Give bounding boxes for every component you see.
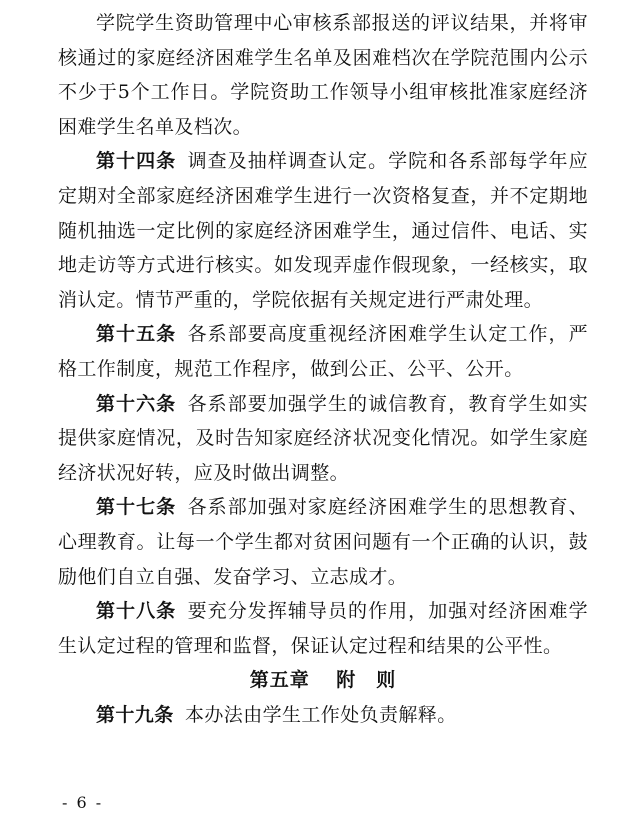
article-19-text: 本办法由学生工作处负责解释。 bbox=[185, 703, 457, 726]
document-page bbox=[58, 6, 588, 732]
article-17-heading: 第十七条 bbox=[96, 496, 177, 519]
article-16 bbox=[58, 387, 588, 491]
article-17-text: 各系部加强对家庭经济困难学生的思想教育、心理教育。让每一个学生都对贫困问题有一个正确的认识，鼓励他们自立自强、发奋学习、立志成才。 bbox=[58, 496, 588, 588]
chapter-number: 第五章 bbox=[249, 669, 310, 692]
article-15-heading: 第十五条 bbox=[96, 323, 177, 346]
article-18 bbox=[58, 594, 588, 663]
article-19 bbox=[58, 698, 588, 733]
paragraph-1-text: 学院学生资助管理中心审核系部报送的评议结果，并将审核通过的家庭经济困难学生名单及困难档次在学院范围内公示不少于5个工作日。学院资助工作领导小组审核批准家庭经济困难学生名单及档次。 bbox=[58, 12, 588, 138]
article-14 bbox=[58, 144, 588, 317]
article-16-text: 各系部要加强学生的诚信教育，教育学生如实提供家庭情况，及时告知家庭经济状况变化情况。如学生家庭经济状况好转，应及时做出调整。 bbox=[58, 392, 588, 484]
article-15 bbox=[58, 317, 588, 386]
article-14-text: 调查及抽样调查认定。学院和各系部每学年应定期对全部家庭经济困难学生进行一次资格复查，并不定期地随机抽选一定比例的家庭经济困难学生，通过信件、电话、实地走访等方式进行核实。如发现弄虚作假现象，一经核实，取消认定。情节严重的，学院依据有关规定进行严肃处理。 bbox=[58, 150, 588, 311]
page-number: - 6 - bbox=[62, 793, 104, 812]
article-18-heading: 第十八条 bbox=[96, 600, 177, 623]
article-18-text: 要充分发挥辅导员的作用，加强对经济困难学生认定过程的管理和监督，保证认定过程和结果的公平性。 bbox=[58, 600, 588, 657]
article-17 bbox=[58, 490, 588, 594]
article-19-heading: 第十九条 bbox=[96, 703, 174, 726]
article-14-heading: 第十四条 bbox=[96, 150, 177, 173]
chapter-title: 附 则 bbox=[336, 669, 397, 692]
article-15-text: 各系部要高度重视经济困难学生认定工作，严格工作制度，规范工作程序，做到公正、公平、公开。 bbox=[58, 323, 588, 380]
chapter-heading bbox=[58, 663, 588, 698]
article-16-heading: 第十六条 bbox=[96, 392, 177, 415]
paragraph-1 bbox=[58, 6, 588, 144]
